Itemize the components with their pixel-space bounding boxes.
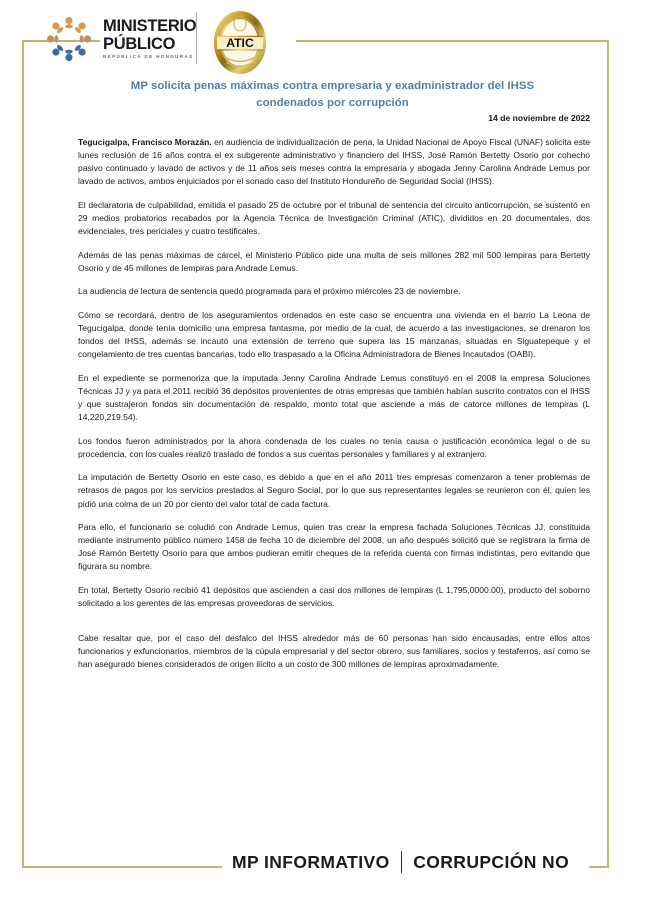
frame-border-bottom-left — [22, 866, 222, 868]
page-title-line2: condenados por corrupción — [256, 97, 409, 109]
paragraph-lead: Tegucigalpa, Francisco Morazán. — [78, 137, 212, 147]
article-paragraph: La imputación de Bertetty Osorio en este caso, es debido a que en el año 2011 tres empresas comenzaron a tener problemas de retrasos de pagos por los servicios prestados al Seguro Social, por lo que sus representantes legales se reunieron con él, quien les pidió una coima de un 20 por ciento del valor total de cada factura. — [78, 472, 590, 509]
article-paragraph: La audiencia de lectura de sentencia quedó programada para el próximo miércoles 23 de noviembre. — [78, 286, 461, 297]
article-paragraph: Los fondos fueron administrados por la ahora condenada de los cuales no tenía causa o justificación económica legal o de su procedencia, con los cuales realizó traslado de fondos a sus cuentas personales y familiares y al extranjero. — [78, 435, 590, 459]
article-paragraph: Cómo se recordará, dentro de los aseguramientos ordenados en este caso se encuentra una vivienda en el barrio La Leona de Tegucigalpa, donde tenía domicilio una empresa fantasma, por medio de la cual, de acuerdo a las investigaciones, se drenaron los fondos del IHSS, además se incautó una extensión de terreno que supera las 15 manzanas, situadas en Siguatepeque y el congelamiento de tres cuentas bancarias, todo ello traspasado a la Oficina Administradora de Bienes Incautados (OABI). — [78, 309, 590, 360]
article-paragraph: Tegucigalpa, Francisco Morazán. en audiencia de individualización de pena, la Unidad Nacional de Apoyo Fiscal (UNAF) solicita este lunes reclusión de 16 años contra el ex subgerente administrativo y financiero del IHSS, José Ramón Bertetty Osorio por cohecho pasivo continuado y lavado de activos y de 11 años seis meses contra la empresaria y abogada Jenny Carolina Andrade Lemus por lavado de activos, ambos enjuiciados por el sonado caso del Instituto Hondureño de Seguridad Social (IHSS). — [78, 137, 590, 187]
page-title — [60, 78, 605, 112]
ministerio-publico-ring-icon — [44, 14, 94, 64]
footer-tagline-right: CORRUPCIÓN NO — [413, 851, 570, 872]
publication-date: 14 de noviembre de 2022 — [488, 113, 590, 123]
footer-tagline — [232, 851, 612, 873]
page-title-line1: MP solicita penas máximas contra empresaria y exadministrador del IHSS — [130, 80, 535, 92]
atic-seal-text: ATIC — [226, 36, 254, 51]
article-paragraph: En total, Bertetty Osorio recibió 41 depósitos que ascienden a casi dos millones de lempiras (L 1,795,0000.00), producto del soborno solicitado a los gerentes de las empresas proveedoras de servicios. — [78, 585, 590, 609]
article-paragraph: Además de las penas máximas de cárcel, el Ministerio Público pide una multa de seis millones 282 mil 500 lempiras para Bertetty Osorio y de 45 millones de lempiras para Andrade Lemus. — [78, 249, 590, 273]
document-header — [0, 0, 667, 78]
article-paragraph: En el expediente se pormenoriza que la imputada Jenny Carolina Andrade Lemus constituyó en el 2008 la empresa Soluciones Técnicas JJ y ya para el 2011 recibió 36 depósitos provenientes de otras empresas que también habían suscrito contratos con el IHSS y que sustrajeron fondos sin documentación de respaldo, monto total que asciende a más de catorce millones de lempiras (L 14,220,219.54). — [78, 372, 590, 423]
article-paragraph: El declaratoria de culpabilidad, emitida el pasado 25 de octubre por el tribunal de sentencia del circuito anticorrupción, se sustentó en 29 medios probatorios recabados por la Agencia Técnica de Investigación Criminal (ATIC), divididos en 20 documentales, dos evidenciales, tres periciales y cuatro testificales. — [78, 199, 590, 237]
mp-word-line1: MINISTERIO — [103, 17, 197, 36]
frame-border-left — [22, 40, 24, 868]
header-divider — [196, 12, 197, 64]
mp-word-line2: PÚBLICO — [103, 34, 176, 53]
article-paragraph: Cabe resaltar que, por el caso del desfalco del IHSS alrededor más de 60 personas han sido encausadas, entre ellos altos funcionarios y exfuncionarios, miembros de la cúpula empresarial y del sector obrero, sus familiares, socios y testaferros, así como se han asegurado bienes considerados de origen ilícito a un costo de 300 millones de lempiras aproximadamente. — [78, 633, 590, 670]
atic-seal-logo — [206, 10, 274, 75]
article-body — [78, 136, 590, 682]
article-paragraph: Para ello, el funcionario se coludió con Andrade Lemus, quien tras crear la empresa fachada Soluciones Técnicas JJ, constituida mediante instrumento público número 1458 de fecha 10 de diciembre del 2008, un año después solicitó que se registrara la firma de José Ramón Bertetty Osorio para que ambos pudieran emitir cheques de la referida cuenta con firmas indistintas, pero evitando que figurara su nombre. — [78, 522, 590, 572]
ministerio-publico-logo-block — [44, 14, 196, 64]
footer-tagline-separator — [401, 851, 403, 873]
ministerio-publico-wordmark — [103, 18, 196, 60]
mp-subtitle: REPÚBLICA DE HONDURAS — [103, 54, 194, 60]
footer-tagline-left: MP INFORMATIVO — [232, 851, 390, 872]
frame-border-right — [607, 40, 609, 868]
